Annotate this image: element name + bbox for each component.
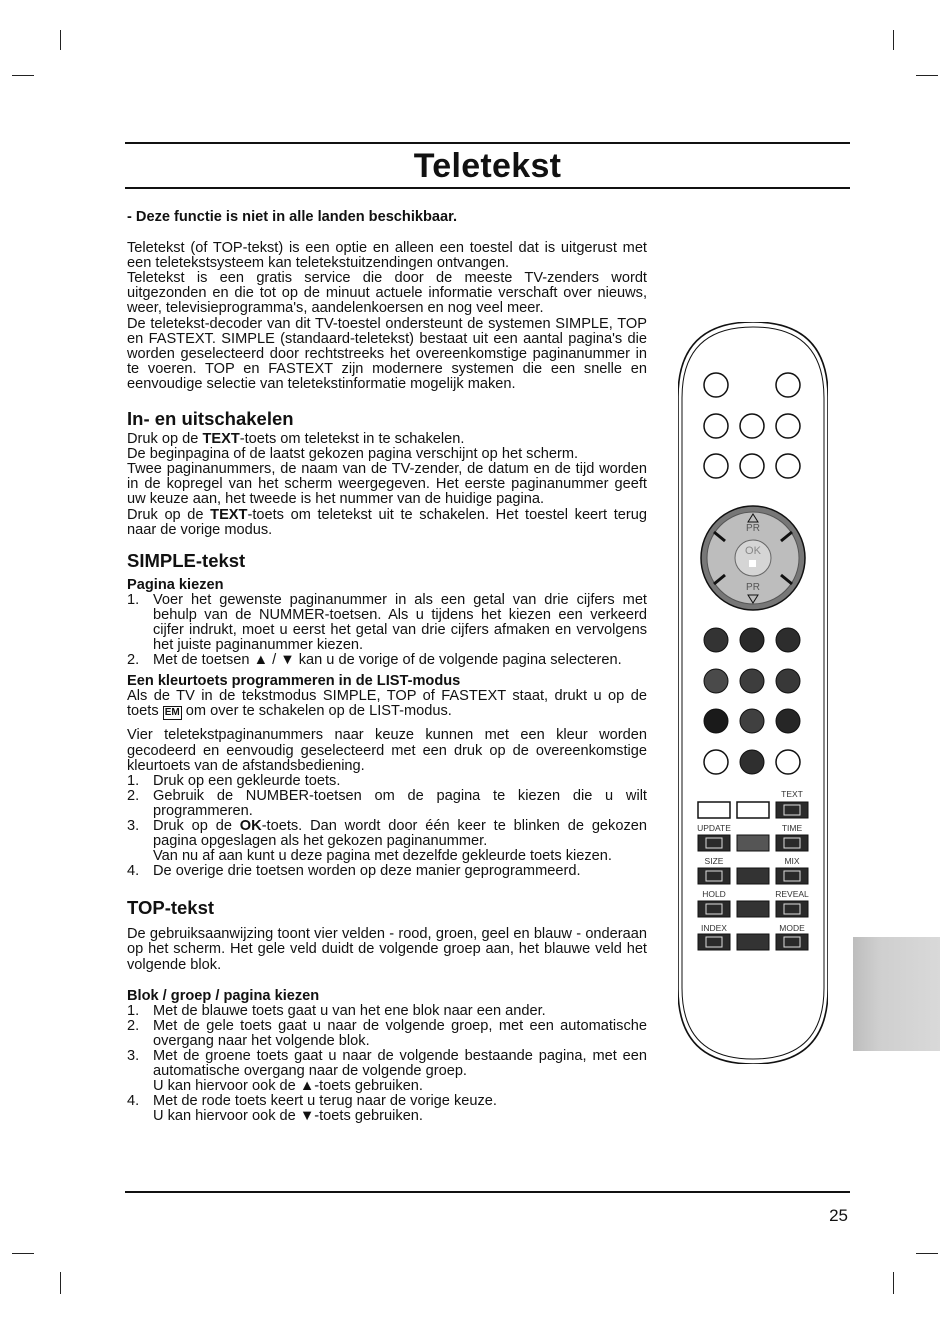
list-text: Voer het gewenste paginanummer in als een getal van drie cijfers met behulp van de NUMMER-toetsen. Als u tijdens het kiezen een verkeerd cijfer indrukt, moet u eerst het getal van drie cijfers afmaken en vervolgens het juiste paginanummer kiezen. xyxy=(153,591,647,654)
list-number: 3. xyxy=(127,818,140,834)
section-heading-onoff: In- en uitschakelen xyxy=(127,408,294,430)
list-text: U kan hiervoor ook de ▲-toets gebruiken. xyxy=(153,1078,423,1095)
list-number: 1. xyxy=(127,591,140,608)
remote-button xyxy=(776,454,800,478)
crop-mark xyxy=(916,1253,938,1254)
size-button xyxy=(698,868,730,884)
crop-mark xyxy=(916,75,938,76)
remote-button xyxy=(704,709,728,733)
page-title: Teletekst xyxy=(413,147,562,185)
list-item xyxy=(127,789,647,819)
text-run: Druk op de xyxy=(127,506,211,523)
remote-button xyxy=(737,868,769,884)
intro-paragraph: De teletekst-decoder van dit TV-toestel ondersteunt de systemen SIMPLE, TOP en FASTEXT. SIMPLE (standaard-teletekst) bestaat uit een aantal pagina's die worden geselecteerd door rechtstreeks het overeenkomstige paginanummer in te voeren. TOP en FASTEXT zijn modernere systemen die een snelle en eenvoudige selectie van teletekstinformatie mogelijk maken. xyxy=(127,315,647,392)
onoff-body xyxy=(127,432,647,538)
hold-button-label: HOLD xyxy=(702,889,726,899)
page-number: 25 xyxy=(829,1206,848,1225)
remote-button xyxy=(704,454,728,478)
subheading-list-mode: Een kleurtoets programmeren in de LIST-modus xyxy=(127,673,461,690)
bottom-rule xyxy=(125,1191,850,1193)
list-number: 4. xyxy=(127,863,140,880)
list-mode-paragraph xyxy=(127,689,647,720)
remote-button xyxy=(737,934,769,950)
chapter-tab xyxy=(853,937,940,1051)
mix-button-label: MIX xyxy=(784,856,800,866)
remote-button xyxy=(776,628,800,652)
mix-button xyxy=(776,868,808,884)
main-column xyxy=(127,210,647,1125)
list-number: 3. xyxy=(127,1048,140,1065)
remote-button xyxy=(740,454,764,478)
remote-button xyxy=(740,750,764,774)
intro-paragraph: Teletekst (of TOP-tekst) is een optie en alleen een toestel dat is uitgerust met een teletekstsysteem kan teletekstuitzendingen ontvangen. xyxy=(127,240,647,272)
onoff-paragraph: De beginpagina of de laatst gekozen pagina verschijnt op het scherm. xyxy=(127,446,579,463)
list-text: -toets. Dan wordt door één keer te blinken de gekozen pagina opgeslagen als het gekozen paginanummer. xyxy=(153,818,647,850)
list-item xyxy=(127,819,647,864)
update-button xyxy=(698,835,730,851)
top-paragraph: De gebruiksaanwijzing toont vier velden - rood, groen, geel en blauw - onderaan op het scherm. Het gele veld duidt de volgende groep aan, het blauwe veld het volgende blok. xyxy=(127,926,647,973)
index-button-label: INDEX xyxy=(701,923,727,933)
intro-paragraph: Teletekst is een gratis service die door de meeste TV-zenders wordt uitgezonden en die tot op de minuut actuele informatie verschaft over nieuws, weer, televisieprogramma's, aandelenkoersen en nog veel meer. xyxy=(127,270,647,317)
remote-button xyxy=(704,628,728,652)
remote-button xyxy=(776,373,800,397)
crop-mark xyxy=(12,1253,34,1254)
ok-label: OK xyxy=(745,545,761,557)
top-select-list xyxy=(127,1004,647,1125)
text-key-label: TEXT xyxy=(202,431,240,448)
list-text: Met de toetsen ▲ / ▼ kan u de vorige of de volgende pagina selecteren. xyxy=(153,652,622,669)
list-text: Gebruik de NUMBER-toetsen om de pagina te kiezen die u wilt programmeren. xyxy=(153,787,647,819)
list-text: Druk op de xyxy=(153,818,240,834)
mode-button xyxy=(776,934,808,950)
list-mode-paragraph: Vier teletekstpaginanummers naar keuze kunnen met een kleur worden gecodeerd en eenvoudig geselecteerd met een druk op de overeenkomstige kleurtoets van de afstandsbediening. xyxy=(127,727,647,774)
remote-button xyxy=(704,750,728,774)
index-button xyxy=(698,934,730,950)
list-item xyxy=(127,864,647,879)
list-number: 4. xyxy=(127,1093,140,1110)
pr-down-label: PR xyxy=(746,582,760,593)
list-text: Met de blauwe toets gaat u van het ene blok naar een ander. xyxy=(153,1002,546,1019)
list-text: Van nu af aan kunt u deze pagina met dezelfde gekleurde toets kiezen. xyxy=(153,848,612,865)
mode-button-label: MODE xyxy=(779,923,805,933)
size-button-label: SIZE xyxy=(704,856,724,866)
section-heading-simple: SIMPLE-tekst xyxy=(127,549,246,571)
list-text: Met de groene toets gaat u naar de volgende bestaande pagina, met een automatische overgang naar de volgende groep. xyxy=(153,1048,647,1080)
list-number: 1. xyxy=(127,1002,140,1019)
text-run: Als de TV in de tekstmodus SIMPLE, TOP of FASTEXT staat, drukt u op de toets xyxy=(127,688,647,720)
text-run: Druk op de xyxy=(127,431,203,448)
list-number: 2. xyxy=(127,787,140,804)
remote-button xyxy=(740,709,764,733)
list-number: 2. xyxy=(127,652,140,669)
crop-mark xyxy=(60,1272,61,1294)
remote-button xyxy=(737,835,769,851)
list-item xyxy=(127,593,647,653)
reveal-button-label: REVEAL xyxy=(775,889,809,899)
remote-button xyxy=(698,802,730,818)
remote-button xyxy=(704,669,728,693)
update-button-label: UPDATE xyxy=(697,823,731,833)
remote-button xyxy=(737,802,769,818)
text-run: -toets om teletekst uit te schakelen. Het toestel keert terug naar de vorige modus. xyxy=(127,506,647,538)
list-item xyxy=(127,1004,647,1019)
list-item xyxy=(127,1019,647,1049)
top-rule xyxy=(125,142,850,144)
subheading-page-select: Pagina kiezen xyxy=(127,576,224,593)
color-key-list xyxy=(127,774,647,880)
text-run: -toets om teletekst in te schakelen. xyxy=(239,431,465,448)
onoff-paragraph xyxy=(127,508,647,538)
crop-mark xyxy=(893,1272,894,1294)
text-run: om over te schakelen op de LIST-modus. xyxy=(181,703,452,720)
remote-button xyxy=(740,628,764,652)
availability-note: - Deze functie is niet in alle landen beschikbaar. xyxy=(127,209,458,225)
remote-button xyxy=(737,901,769,917)
pr-up-label: PR xyxy=(746,523,760,534)
crop-mark xyxy=(60,30,61,50)
text-button-label: TEXT xyxy=(781,789,803,799)
text-key-label: TEXT xyxy=(210,506,248,523)
remote-button xyxy=(776,750,800,774)
list-text: U kan hiervoor ook de ▼-toets gebruiken. xyxy=(153,1108,423,1125)
list-item xyxy=(127,774,647,789)
remote-button xyxy=(740,414,764,438)
time-button xyxy=(776,835,808,851)
section-heading-top: TOP-tekst xyxy=(127,897,215,919)
list-item xyxy=(127,653,647,668)
list-text: Druk op een gekleurde toets. xyxy=(153,772,341,789)
time-button-label: TIME xyxy=(781,823,803,833)
reveal-button xyxy=(776,901,808,917)
list-item xyxy=(127,1094,647,1124)
list-number: 2. xyxy=(127,1017,140,1034)
remote-button xyxy=(776,709,800,733)
remote-button xyxy=(704,414,728,438)
crop-mark xyxy=(893,30,894,50)
page-select-list xyxy=(127,593,647,668)
list-text: De overige drie toetsen worden op deze manier geprogrammeerd. xyxy=(153,863,581,880)
ok-stop-icon xyxy=(749,560,756,567)
subheading-block-group-page: Blok / groep / pagina kiezen xyxy=(127,987,320,1004)
crop-mark xyxy=(12,75,34,76)
hold-button xyxy=(698,901,730,917)
list-text: Met de gele toets gaat u naar de volgende groep, met een automatische overgang naar het volgende blok. xyxy=(153,1017,647,1049)
text-button xyxy=(776,802,808,818)
onoff-paragraph xyxy=(127,432,647,447)
remote-button xyxy=(776,414,800,438)
navigation-ring xyxy=(701,506,805,610)
title-rule xyxy=(125,187,850,189)
list-number: 1. xyxy=(127,772,140,789)
list-mode-icon: EM xyxy=(164,707,180,719)
list-text: Met de rode toets keert u terug naar de vorige keuze. xyxy=(153,1093,497,1110)
onoff-paragraph: Twee paginanummers, de naam van de TV-zender, de datum en de tijd worden in de kopregel van het scherm weergegeven. Het eerste paginanummer geeft uw keuze aan, het tweede is het nummer van de huidige pagina. xyxy=(127,461,647,508)
list-item xyxy=(127,1049,647,1094)
remote-button xyxy=(740,669,764,693)
ok-key-label: OK xyxy=(239,818,262,834)
remote-button xyxy=(704,373,728,397)
remote-button xyxy=(776,669,800,693)
remote-control-illustration xyxy=(678,322,828,1064)
